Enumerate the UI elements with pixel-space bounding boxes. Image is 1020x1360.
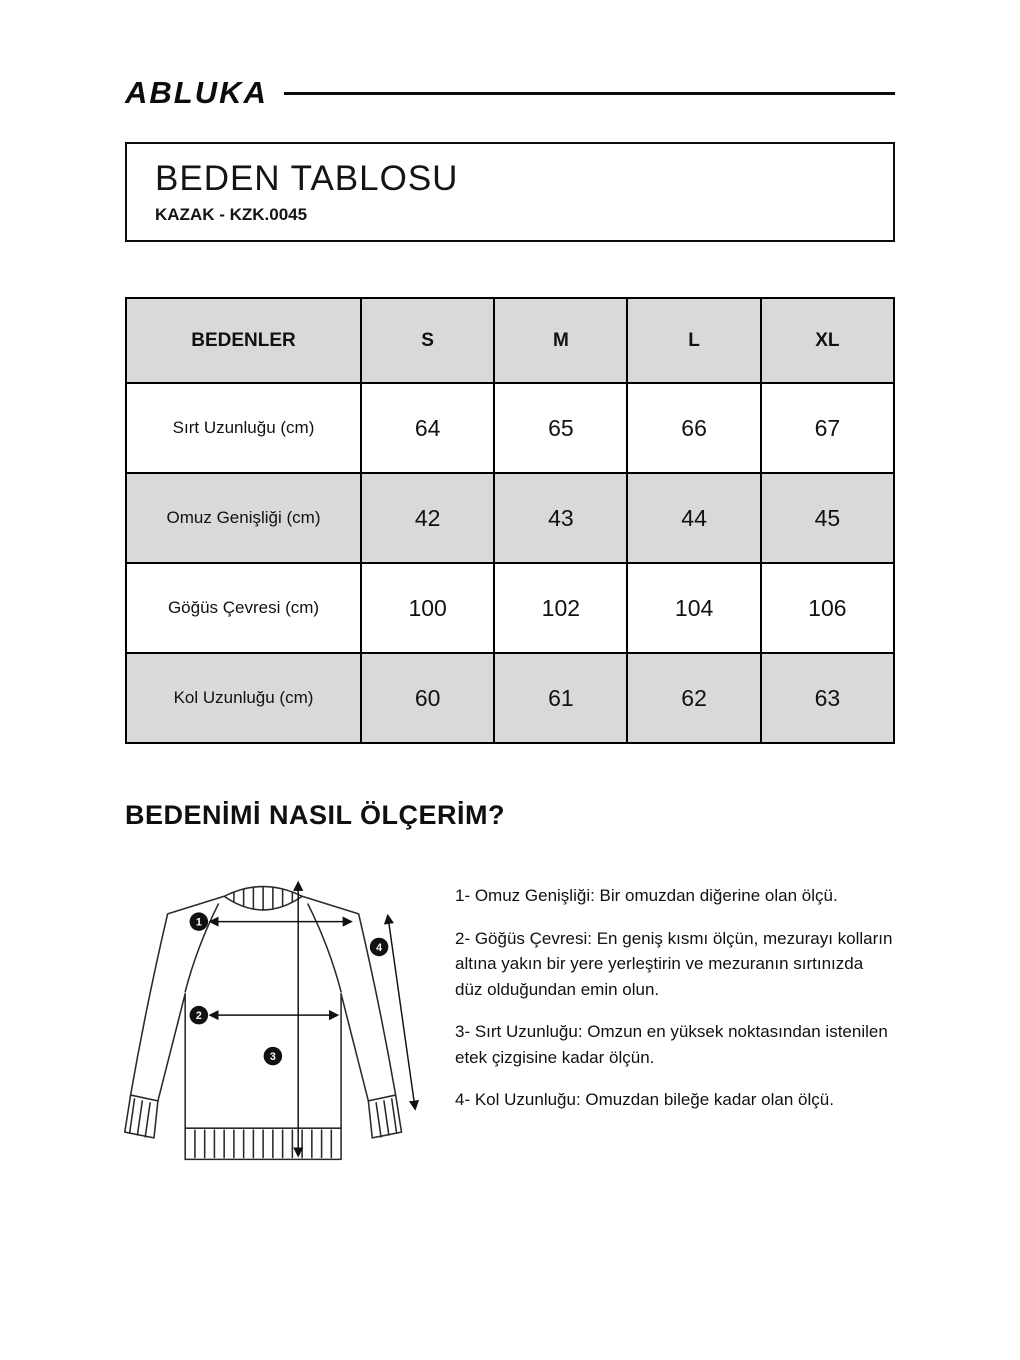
brand-divider-line (284, 92, 895, 95)
cell-value: 43 (494, 473, 627, 563)
size-table (125, 297, 895, 744)
cell-value: 64 (361, 383, 494, 473)
sweater-outline (125, 887, 402, 1160)
how-to-measure-section (125, 869, 895, 1178)
page-title: BEDEN TABLOSU (155, 159, 459, 198)
sweater-diagram-container (107, 869, 429, 1178)
cell-value: 44 (627, 473, 760, 563)
measure-instruction-2: 2- Göğüs Çevresi: En geniş kısmı ölçün, mezurayı kolların altına yakın bir yere yerleştirin ve mezuranın sırtınızda düz olduğundan emin olun. (455, 928, 893, 999)
marker-2 (190, 1006, 209, 1025)
cell-value: 66 (627, 383, 760, 473)
title-box (125, 142, 895, 242)
measure-instruction-4: 4- Kol Uzunluğu: Omuzdan bileğe kadar olan ölçü. (455, 1090, 834, 1109)
cell-value: 60 (361, 653, 494, 743)
brand-header (125, 75, 895, 110)
table-row (126, 383, 894, 473)
measure-instructions (455, 869, 895, 1130)
column-header-xl: XL (761, 298, 894, 383)
sweater-measurement-diagram (107, 869, 429, 1173)
cell-value: 61 (494, 653, 627, 743)
svg-text:3: 3 (269, 1050, 276, 1063)
cell-value: 62 (627, 653, 760, 743)
cell-value: 42 (361, 473, 494, 563)
svg-text:4: 4 (376, 941, 383, 954)
cell-value: 63 (761, 653, 894, 743)
marker-3 (264, 1047, 283, 1066)
column-header-sizes: BEDENLER (126, 298, 361, 383)
row-label-sleeve-length: Kol Uzunluğu (cm) (126, 653, 361, 743)
table-header-row (126, 298, 894, 383)
cell-value: 102 (494, 563, 627, 653)
column-header-l: L (627, 298, 760, 383)
column-header-s: S (361, 298, 494, 383)
how-to-measure-heading: BEDENİMİ NASIL ÖLÇERİM? (125, 800, 506, 830)
svg-text:2: 2 (195, 1010, 202, 1023)
measure-instruction-1: 1- Omuz Genişliği: Bir omuzdan diğerine olan ölçü. (455, 886, 838, 905)
table-row (126, 563, 894, 653)
cell-value: 106 (761, 563, 894, 653)
cell-value: 45 (761, 473, 894, 563)
cell-value: 67 (761, 383, 894, 473)
table-row (126, 473, 894, 563)
row-label-shoulder-width: Omuz Genişliği (cm) (126, 473, 361, 563)
svg-text:1: 1 (195, 916, 202, 929)
row-label-chest: Göğüs Çevresi (cm) (126, 563, 361, 653)
marker-1 (190, 912, 209, 931)
cell-value: 104 (627, 563, 760, 653)
product-code: KAZAK - KZK.0045 (155, 205, 308, 224)
cell-value: 65 (494, 383, 627, 473)
cell-value: 100 (361, 563, 494, 653)
column-header-m: M (494, 298, 627, 383)
row-label-back-length: Sırt Uzunluğu (cm) (126, 383, 361, 473)
brand-logo: ABLUKA (125, 75, 268, 110)
measure-instruction-3: 3- Sırt Uzunluğu: Omzun en yüksek noktasından istenilen etek çizgisine kadar ölçün. (455, 1022, 888, 1067)
marker-4 (370, 938, 389, 957)
table-row (126, 653, 894, 743)
